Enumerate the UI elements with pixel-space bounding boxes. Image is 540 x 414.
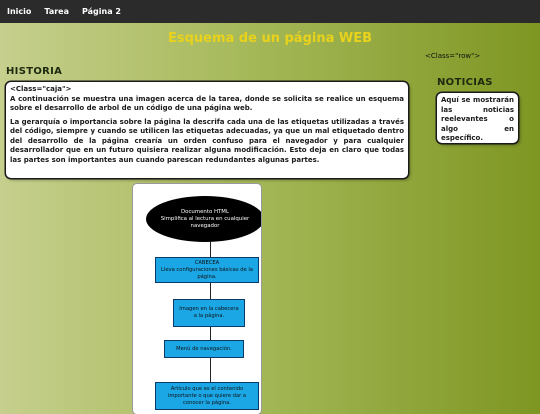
diagram-imagen-line-1: Imagen en la cabecera [179,306,239,312]
diagram-articulo-line-1: Artículo que es el contenido [170,385,244,392]
noticias-box [437,93,518,143]
diagram-connector [210,327,211,340]
diagram-root-line-1: Documento HTML [181,208,229,215]
diagram-root-line-2: Simplifica al lectura en cualquier [160,215,250,222]
diagram-menu-node [164,340,244,358]
diagram-articulo-line-2: importante o que quiere dar a [167,392,247,399]
row-class-label: <Class="row"> [425,52,481,60]
noticias-heading: NOTICIAS [437,77,493,88]
diagram-connector [210,242,211,257]
html-tree-diagram [133,184,261,414]
diagram-cabecera-line-3: página. [197,273,217,280]
diagram-imagen-node [173,299,245,327]
diagram-menu-line-1: Menú de navegación. [176,345,232,352]
historia-paragraph-2: La gerarquía o importancia sobre la página la descrifa cada una de las etiquetas utilizadas a través del código, siempre y cuando se utilicen las etiquetas adecuadas, ya que un mal etiquetado dentro del desarrollo de la página crearía un orden confuso para el navegador y para cualquier desarrollador que en un futuro quisiera realizar alguna modificación. Esto deja en claro que todas las partes son importantes aun cuando parescan redundantes algunas partes. [10,117,404,164]
nav-link-inicio[interactable]: Inicio [7,7,32,16]
top-navbar [0,0,540,23]
diagram-cabecera-node [155,257,259,283]
historia-heading: HISTORIA [6,66,63,77]
diagram-articulo-line-3: conocer la página. [183,399,231,406]
historia-class-label: <Class="caja"> [10,85,72,93]
historia-box [6,82,408,178]
diagram-cabecera-line-2: Lleva configuraciones básicas de la [161,266,253,273]
diagram-articulo-node [155,382,259,410]
diagram-cabecera-line-1: CABECEA [194,259,220,266]
nav-link-tarea[interactable]: Tarea [44,7,69,16]
noticias-text: Aquí se mostrarán las noticias reelevantes o algo en específico. [441,96,514,142]
historia-paragraph-1: A continuación se muestra una imagen acerca de la tarea, donde se solicita se realice un esquema sobre el desarrollo de arbol de un código de una página web. [10,94,404,112]
diagram-connector [210,358,211,382]
diagram-root-line-3: navegador [190,222,220,229]
page-title: Esquema de un página WEB [167,31,373,46]
diagram-imagen-line-2: a la página. [193,313,225,319]
diagram-root-node [146,196,261,242]
diagram-connector [210,283,211,299]
nav-link-pagina-2[interactable]: Página 2 [82,7,121,16]
